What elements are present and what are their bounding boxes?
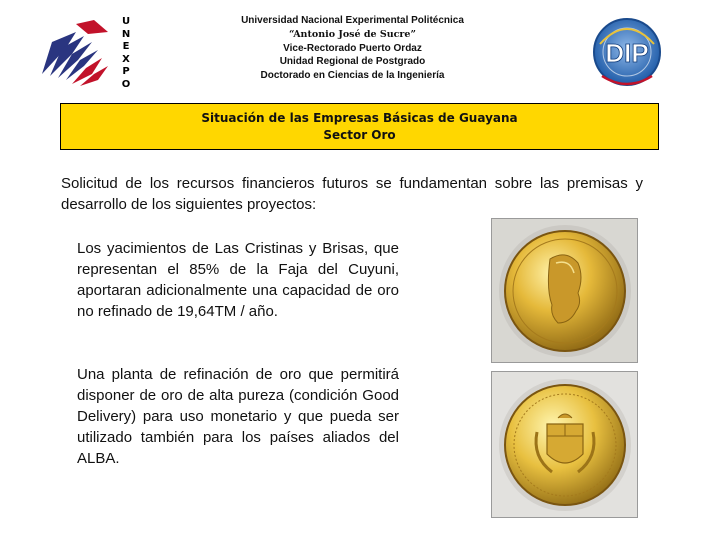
slide-subtitle: Sector Oro [323, 128, 396, 142]
slide-title-box [60, 103, 659, 150]
university-subtitle: “Antonio José de Sucre” [289, 28, 416, 40]
vice-rectorado: Vice-Rectorado Puerto Ordaz [283, 42, 422, 54]
project-paragraph-yacimientos: Los yacimientos de Las Cristinas y Brisas, que representan el 85% de la Faja del Cuyuni, aportaran adicionalmente una capacidad de oro no refinado de 19,64TM / año. [77, 240, 399, 320]
unidad-postgrado: Unidad Regional de Postgrado [279, 56, 426, 68]
slide-title: Situación de las Empresas Básicas de Guayana [201, 111, 518, 125]
dip-logo [592, 14, 662, 94]
gold-coin-obverse-photo [491, 218, 638, 363]
project-paragraph-refinacion: Una planta de refinación de oro que permitirá disponer de oro de alta pureza (condición Good Delivery) para uso monetario y que pueda ser utilizado también para los países aliados del ALBA. [77, 366, 399, 467]
institution-header [200, 14, 505, 83]
intro-paragraph: Solicitud de los recursos financieros futuros se fundamentan sobre las premisas y desarrollo de los siguientes proyectos: [61, 175, 643, 213]
doctorado-program: Doctorado en Ciencias de la Ingeniería [260, 70, 445, 82]
dip-logo-text: DIP [605, 38, 649, 68]
university-name: Universidad Nacional Experimental Politécnica [241, 15, 464, 26]
unexpo-logo [36, 14, 140, 94]
gold-coin-reverse-photo [491, 371, 638, 518]
unexpo-letters: U N E X P O [121, 16, 131, 90]
